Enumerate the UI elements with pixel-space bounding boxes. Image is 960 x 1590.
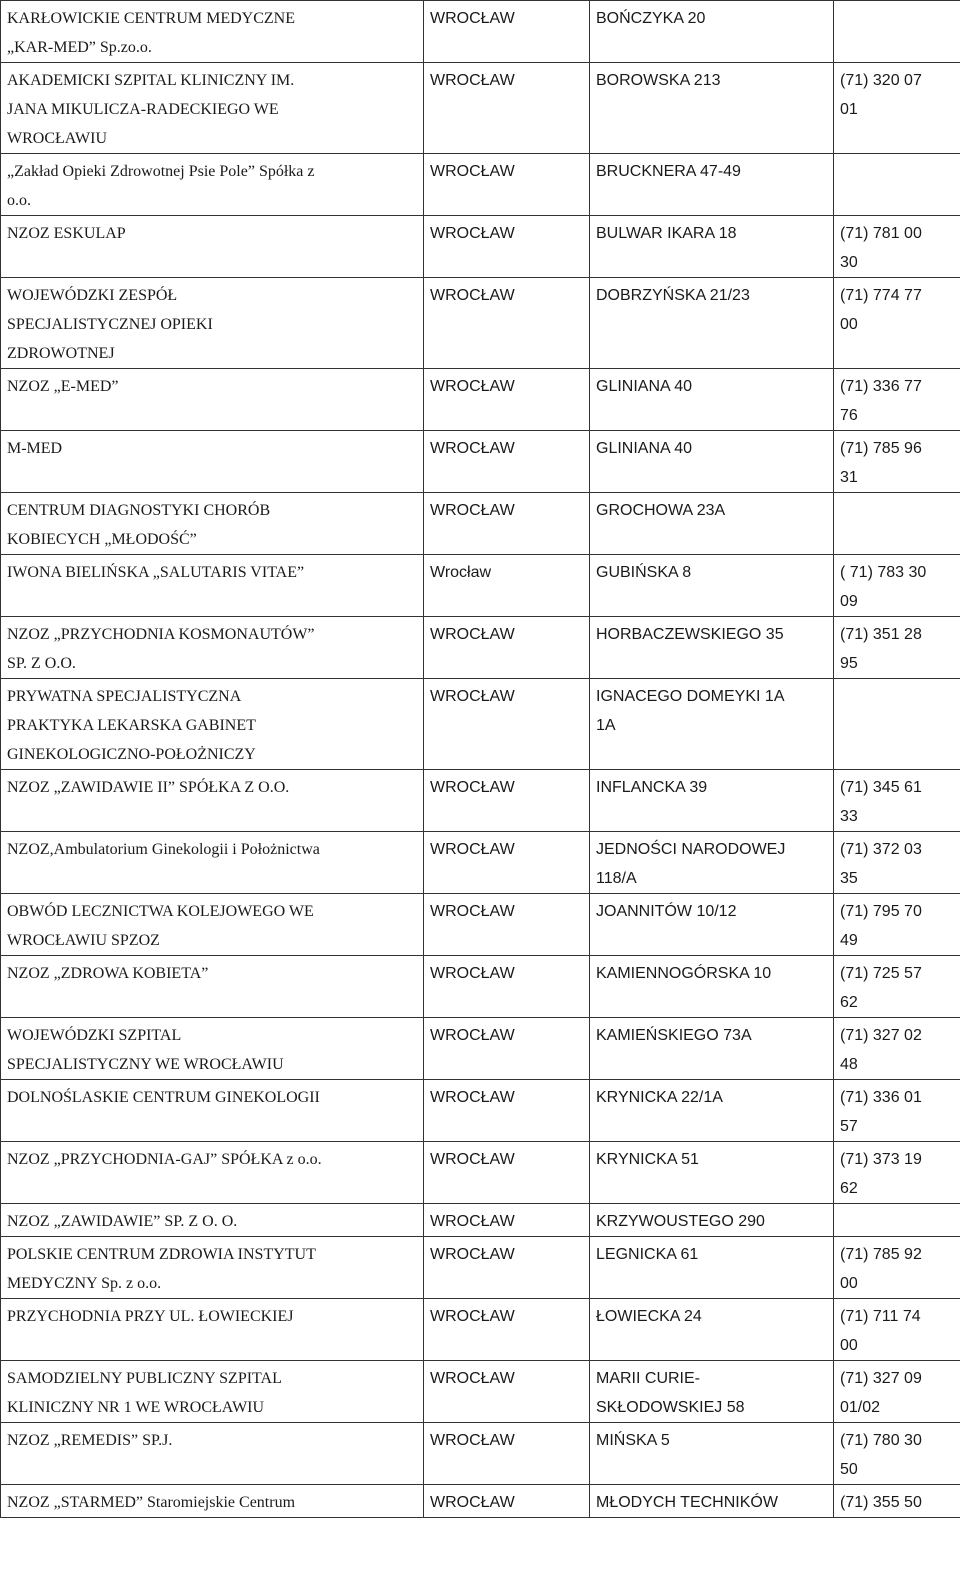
facility-name: NZOZ „REMEDIS” SP.J.	[7, 1432, 173, 1449]
facility-phone-cell	[834, 1080, 960, 1142]
facility-name: M-MED	[7, 440, 63, 457]
facility-phone-cell	[834, 63, 960, 154]
facility-name: CENTRUM DIAGNOSTYKI CHORÓB KOBIECYCH „MŁODOŚĆ”	[7, 502, 271, 548]
facility-name-cell	[1, 369, 424, 431]
facility-phone-cell	[834, 617, 960, 679]
facility-phone-cell	[834, 1485, 960, 1518]
facility-address: LEGNICKA 61	[596, 1246, 699, 1263]
facility-address-cell	[590, 679, 834, 770]
facility-address: MARII CURIE- SKŁODOWSKIEJ 58	[596, 1370, 745, 1416]
facility-phone-cell	[834, 1237, 960, 1299]
facility-name-cell	[1, 832, 424, 894]
facility-phone: (71) 327 02 48	[840, 1027, 922, 1073]
facility-phone: (71) 795 70 49	[840, 903, 922, 949]
facility-city: WROCŁAW	[430, 287, 515, 304]
facility-name: DOLNOŚLASKIE CENTRUM GINEKOLOGII	[7, 1089, 320, 1106]
facility-phone-cell	[834, 832, 960, 894]
facility-phone-cell	[834, 1204, 960, 1237]
facility-address: KAMIENNOGÓRSKA 10	[596, 965, 772, 982]
facility-phone-cell	[834, 1, 960, 63]
facility-address: KRYNICKA 22/1A	[596, 1089, 723, 1106]
facility-address: KAMIEŃSKIEGO 73A	[596, 1027, 752, 1044]
facility-phone-cell	[834, 679, 960, 770]
facility-name: NZOZ „E-MED”	[7, 378, 119, 395]
table-row	[1, 1204, 960, 1237]
table-row	[1, 216, 960, 278]
table-row	[1, 1018, 960, 1080]
facility-address: KRYNICKA 51	[596, 1151, 699, 1168]
facility-address: GUBIŃSKA 8	[596, 564, 692, 581]
facility-name: WOJEWÓDZKI SZPITAL SPECJALISTYCZNY WE WROCŁAWIU	[7, 1027, 284, 1073]
facility-address-cell	[590, 1361, 834, 1423]
facility-phone-cell	[834, 1142, 960, 1204]
facility-city: WROCŁAW	[430, 1151, 515, 1168]
facility-city: WROCŁAW	[430, 1432, 515, 1449]
facility-city: WROCŁAW	[430, 965, 515, 982]
facility-city: WROCŁAW	[430, 626, 515, 643]
facility-name-cell	[1, 278, 424, 369]
facility-address: BOŃCZYKA 20	[596, 10, 706, 27]
table-row	[1, 617, 960, 679]
facility-city-cell	[424, 956, 590, 1018]
facility-city-cell	[424, 1299, 590, 1361]
facility-name: NZOZ „ZAWIDAWIE II” SPÓŁKA Z O.O.	[7, 779, 290, 796]
facility-address-cell	[590, 1080, 834, 1142]
facility-phone-cell	[834, 216, 960, 278]
facility-address-cell	[590, 1018, 834, 1080]
facility-name-cell	[1, 1204, 424, 1237]
facility-phone: ( 71) 783 30 09	[840, 564, 927, 610]
facility-name-cell	[1, 956, 424, 1018]
facility-address-cell	[590, 1485, 834, 1518]
facility-city-cell	[424, 278, 590, 369]
facility-name-cell	[1, 1, 424, 63]
facility-city-cell	[424, 1080, 590, 1142]
facility-address: DOBRZYŃSKA 21/23	[596, 287, 750, 304]
facility-city-cell	[424, 216, 590, 278]
facility-city: WROCŁAW	[430, 1494, 515, 1511]
facility-name-cell	[1, 555, 424, 617]
table-row	[1, 1423, 960, 1485]
facility-address: GROCHOWA 23A	[596, 502, 726, 519]
facility-address-cell	[590, 1204, 834, 1237]
facility-city: WROCŁAW	[430, 779, 515, 796]
facility-name: „Zakład Opieki Zdrowotnej Psie Pole” Spółka z o.o.	[7, 163, 315, 209]
facility-name-cell	[1, 1299, 424, 1361]
facility-name: NZOZ „ZAWIDAWIE” SP. Z O. O.	[7, 1213, 238, 1230]
facility-city-cell	[424, 894, 590, 956]
facility-name-cell	[1, 493, 424, 555]
facility-city: WROCŁAW	[430, 841, 515, 858]
facility-name: NZOZ „PRZYCHODNIA-GAJ” SPÓŁKA z o.o.	[7, 1151, 322, 1168]
facility-name-cell	[1, 154, 424, 216]
facility-city-cell	[424, 154, 590, 216]
facility-phone: (71) 372 03 35	[840, 841, 922, 887]
facility-city-cell	[424, 617, 590, 679]
facility-phone: (71) 780 30 50	[840, 1432, 922, 1478]
facility-phone-cell	[834, 278, 960, 369]
table-row	[1, 369, 960, 431]
facility-city-cell	[424, 1423, 590, 1485]
facility-phone: (71) 711 74 00	[840, 1308, 921, 1354]
facility-name: WOJEWÓDZKI ZESPÓŁ SPECJALISTYCZNEJ OPIEKI ZDROWOTNEJ	[7, 287, 213, 362]
facility-name-cell	[1, 1237, 424, 1299]
table-row	[1, 770, 960, 832]
facility-phone: (71) 725 57 62	[840, 965, 922, 1011]
facility-city-cell	[424, 555, 590, 617]
facility-name: SAMODZIELNY PUBLICZNY SZPITAL KLINICZNY NR 1 WE WROCŁAWIU	[7, 1370, 282, 1416]
facility-city: WROCŁAW	[430, 10, 515, 27]
facility-phone-cell	[834, 369, 960, 431]
facility-name-cell	[1, 1423, 424, 1485]
facility-address-cell	[590, 894, 834, 956]
facility-city-cell	[424, 1361, 590, 1423]
facility-city: WROCŁAW	[430, 225, 515, 242]
facility-city-cell	[424, 1237, 590, 1299]
facility-city: WROCŁAW	[430, 440, 515, 457]
facility-address: IGNACEGO DOMEYKI 1A 1A	[596, 688, 785, 734]
table-row	[1, 555, 960, 617]
facility-address: HORBACZEWSKIEGO 35	[596, 626, 784, 643]
facility-name-cell	[1, 617, 424, 679]
facility-name: NZOZ „PRZYCHODNIA KOSMONAUTÓW” SP. Z O.O.	[7, 626, 315, 672]
facility-city: WROCŁAW	[430, 1213, 515, 1230]
table-row	[1, 1485, 960, 1518]
table-row	[1, 154, 960, 216]
facility-city-cell	[424, 431, 590, 493]
facility-address-cell	[590, 278, 834, 369]
facility-city: Wrocław	[430, 564, 492, 581]
facility-city-cell	[424, 1485, 590, 1518]
facility-phone-cell	[834, 894, 960, 956]
facility-name-cell	[1, 216, 424, 278]
facility-address-cell	[590, 1, 834, 63]
facility-address: MIŃSKA 5	[596, 1432, 670, 1449]
facility-name-cell	[1, 1080, 424, 1142]
facility-city-cell	[424, 63, 590, 154]
facility-phone: (71) 336 01 57	[840, 1089, 922, 1135]
facility-address: BOROWSKA 213	[596, 72, 721, 89]
facility-city-cell	[424, 369, 590, 431]
facility-phone: (71) 345 61 33	[840, 779, 922, 825]
facility-phone-cell	[834, 956, 960, 1018]
table-row	[1, 1, 960, 63]
facility-name-cell	[1, 1485, 424, 1518]
facility-address: GLINIANA 40	[596, 378, 693, 395]
facility-phone-cell	[834, 1423, 960, 1485]
facility-address-cell	[590, 369, 834, 431]
facility-address-cell	[590, 154, 834, 216]
facility-phone: (71) 774 77 00	[840, 287, 922, 333]
facility-city-cell	[424, 1, 590, 63]
facility-address-cell	[590, 1142, 834, 1204]
facility-address: BULWAR IKARA 18	[596, 225, 737, 242]
facility-name-cell	[1, 679, 424, 770]
facility-name: NZOZ,Ambulatorium Ginekologii i Położnictwa	[7, 841, 320, 858]
facility-city-cell	[424, 770, 590, 832]
table-row	[1, 493, 960, 555]
facility-phone-cell	[834, 555, 960, 617]
facility-address: KRZYWOUSTEGO 290	[596, 1213, 765, 1230]
facility-address-cell	[590, 431, 834, 493]
table-row	[1, 832, 960, 894]
table-row	[1, 894, 960, 956]
facility-name-cell	[1, 1142, 424, 1204]
facility-name-cell	[1, 770, 424, 832]
facility-phone: (71) 785 96 31	[840, 440, 922, 486]
facility-city: WROCŁAW	[430, 1089, 515, 1106]
facility-address-cell	[590, 493, 834, 555]
facility-phone-cell	[834, 1018, 960, 1080]
facility-name-cell	[1, 63, 424, 154]
facility-phone: (71) 327 09 01/02	[840, 1370, 922, 1416]
facility-city-cell	[424, 679, 590, 770]
facility-phone-cell	[834, 770, 960, 832]
facility-city: WROCŁAW	[430, 1246, 515, 1263]
facility-name: IWONA BIELIŃSKA „SALUTARIS VITAE”	[7, 564, 305, 581]
facility-address: BRUCKNERA 47-49	[596, 163, 741, 180]
facility-city: WROCŁAW	[430, 688, 515, 705]
facility-address-cell	[590, 1423, 834, 1485]
facility-phone: (71) 781 00 30	[840, 225, 922, 271]
facility-city: WROCŁAW	[430, 1308, 515, 1325]
facility-city: WROCŁAW	[430, 378, 515, 395]
table-row	[1, 956, 960, 1018]
facility-city: WROCŁAW	[430, 72, 515, 89]
facility-name: AKADEMICKI SZPITAL KLINICZNY IM. JANA MIKULICZA-RADECKIEGO WE WROCŁAWIU	[7, 72, 295, 147]
facility-city-cell	[424, 832, 590, 894]
table-row	[1, 679, 960, 770]
facility-address-cell	[590, 617, 834, 679]
table-row	[1, 431, 960, 493]
facility-phone-cell	[834, 1299, 960, 1361]
table-row	[1, 1080, 960, 1142]
facility-address: ŁOWIECKA 24	[596, 1308, 702, 1325]
table-row	[1, 1142, 960, 1204]
facility-city-cell	[424, 1204, 590, 1237]
facility-name: NZOZ „ZDROWA KOBIETA”	[7, 965, 209, 982]
facility-address: MŁODYCH TECHNIKÓW	[596, 1494, 778, 1511]
table-row	[1, 278, 960, 369]
facility-name: NZOZ „STARMED” Staromiejskie Centrum	[7, 1494, 296, 1511]
facility-address-cell	[590, 63, 834, 154]
facility-address: INFLANCKA 39	[596, 779, 708, 796]
facility-city: WROCŁAW	[430, 502, 515, 519]
facility-city: WROCŁAW	[430, 1027, 515, 1044]
facility-city-cell	[424, 1018, 590, 1080]
facility-phone-cell	[834, 1361, 960, 1423]
facility-phone-cell	[834, 431, 960, 493]
facility-name: NZOZ ESKULAP	[7, 225, 126, 242]
facility-address-cell	[590, 216, 834, 278]
facility-address-cell	[590, 1237, 834, 1299]
table-row	[1, 1299, 960, 1361]
table-row	[1, 63, 960, 154]
facility-phone-cell	[834, 154, 960, 216]
facility-address-cell	[590, 956, 834, 1018]
facility-phone: (71) 373 19 62	[840, 1151, 922, 1197]
table-row	[1, 1361, 960, 1423]
facility-name-cell	[1, 894, 424, 956]
facility-table-body	[1, 1, 960, 1518]
facility-city: WROCŁAW	[430, 903, 515, 920]
facility-name: OBWÓD LECZNICTWA KOLEJOWEGO WE WROCŁAWIU SPZOZ	[7, 903, 314, 949]
facility-name: KARŁOWICKIE CENTRUM MEDYCZNE „KAR-MED” Sp.zo.o.	[7, 10, 295, 56]
facility-name-cell	[1, 1361, 424, 1423]
facility-name-cell	[1, 431, 424, 493]
facility-phone: (71) 355 50	[840, 1494, 922, 1511]
facility-phone: (71) 320 07 01	[840, 72, 922, 118]
facility-address-cell	[590, 770, 834, 832]
facility-address: JEDNOŚCI NARODOWEJ 118/A	[596, 841, 786, 887]
facility-phone: (71) 336 77 76	[840, 378, 922, 424]
facility-address: GLINIANA 40	[596, 440, 693, 457]
facility-name: PRYWATNA SPECJALISTYCZNA PRAKTYKA LEKARSKA GABINET GINEKOLOGICZNO-POŁOŻNICZY	[7, 688, 256, 763]
facility-address: JOANNITÓW 10/12	[596, 903, 737, 920]
facility-address-cell	[590, 832, 834, 894]
facility-phone: (71) 785 92 00	[840, 1246, 922, 1292]
facility-name: PRZYCHODNIA PRZY UL. ŁOWIECKIEJ	[7, 1308, 294, 1325]
facility-phone-cell	[834, 493, 960, 555]
facility-address-cell	[590, 555, 834, 617]
facility-phone: (71) 351 28 95	[840, 626, 922, 672]
facility-name: POLSKIE CENTRUM ZDROWIA INSTYTUT MEDYCZNY Sp. z o.o.	[7, 1246, 316, 1292]
facility-name-cell	[1, 1018, 424, 1080]
facility-city: WROCŁAW	[430, 163, 515, 180]
facility-city: WROCŁAW	[430, 1370, 515, 1387]
facility-city-cell	[424, 493, 590, 555]
facility-city-cell	[424, 1142, 590, 1204]
facility-address-cell	[590, 1299, 834, 1361]
table-row	[1, 1237, 960, 1299]
